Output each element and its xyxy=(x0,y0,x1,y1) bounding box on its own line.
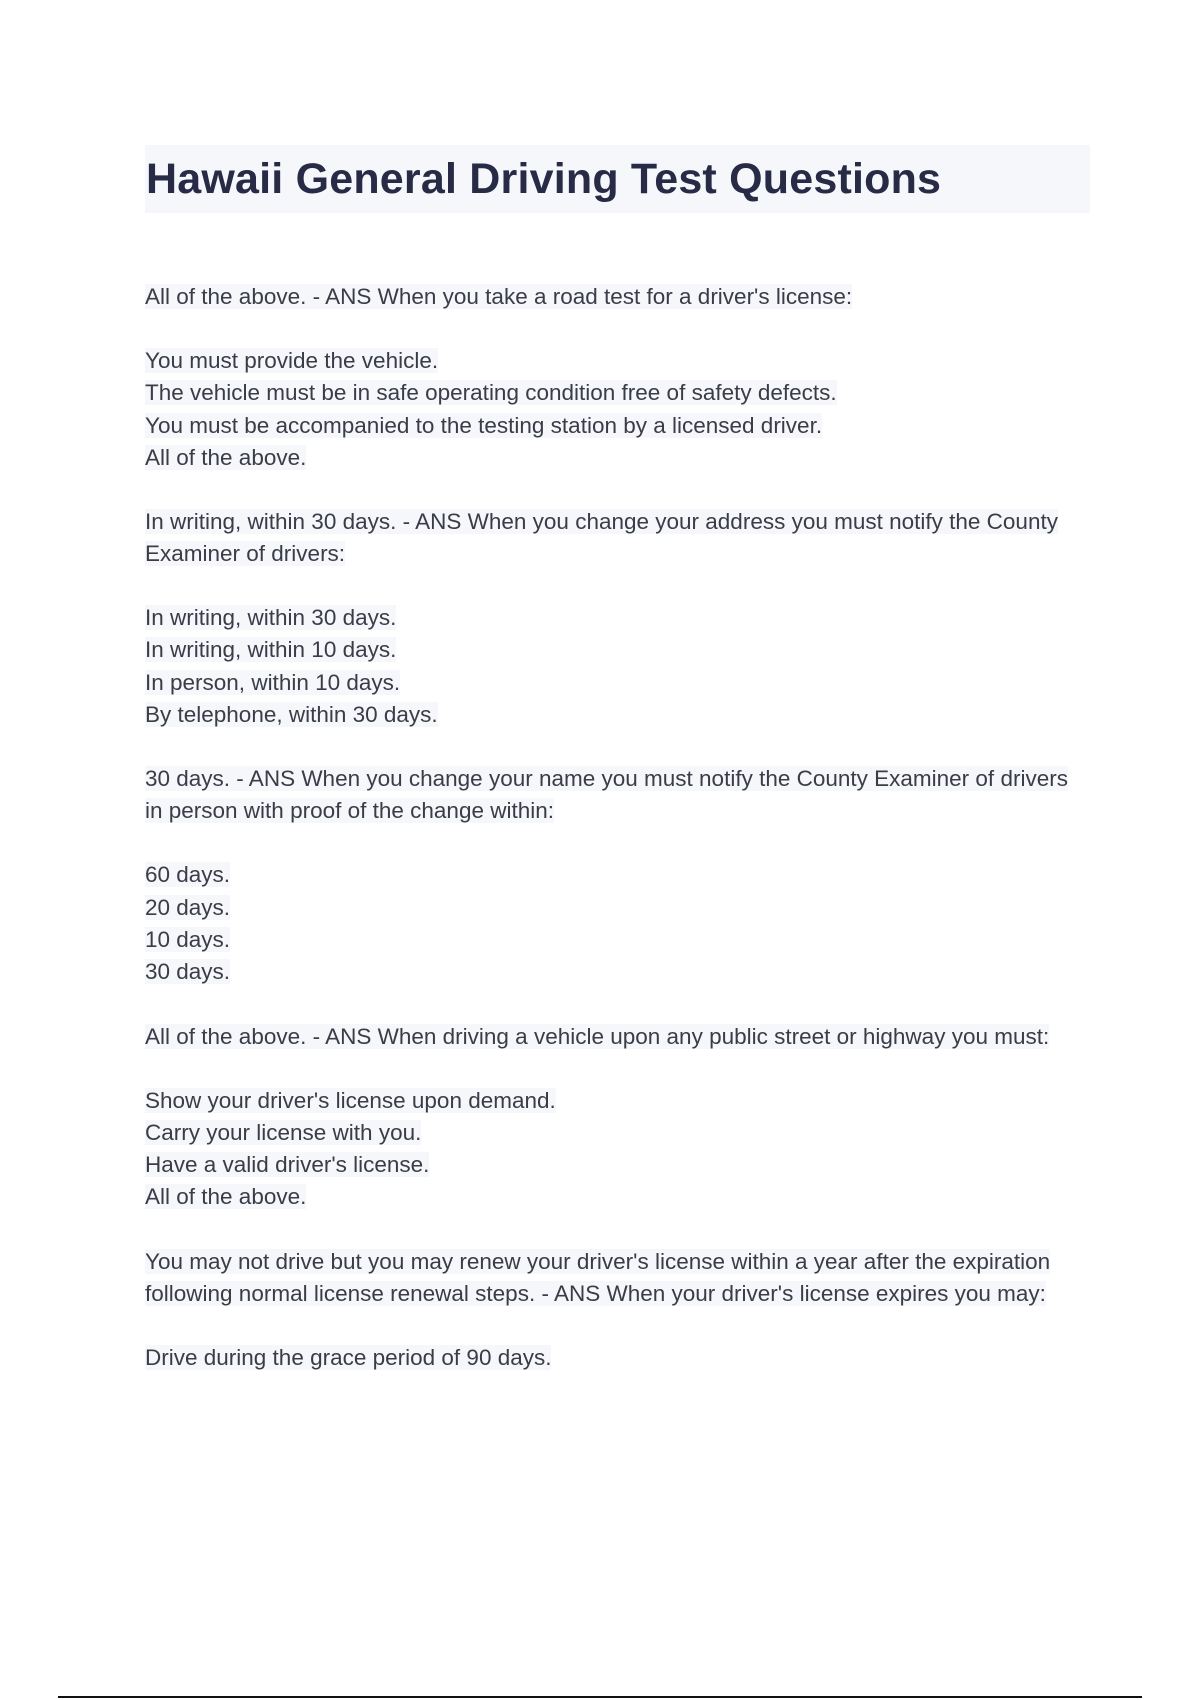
qa-option: Carry your license with you. xyxy=(145,1119,422,1145)
qa-prompt: All of the above. - ANS When you take a road test for a driver's license: xyxy=(145,284,853,309)
qa-options xyxy=(145,345,1090,474)
qa-option: You must be accompanied to the testing station by a licensed driver. xyxy=(145,412,823,438)
qa-prompt: 30 days. - ANS When you change your name you must notify the County Examiner of drivers in person with proof of the change within: xyxy=(145,766,1068,824)
qa-entry-4 xyxy=(145,1021,1090,1214)
qa-option: In person, within 10 days. xyxy=(145,669,401,695)
qa-option: 60 days. xyxy=(145,862,231,888)
qa-option: 10 days. xyxy=(145,926,231,952)
document-title: Hawaii General Driving Test Questions xyxy=(146,154,942,203)
qa-option: 20 days. xyxy=(145,894,231,920)
qa-option: Have a valid driver's license. xyxy=(145,1152,430,1178)
qa-option: The vehicle must be in safe operating condition free of safety defects. xyxy=(145,380,837,406)
qa-options xyxy=(145,1085,1090,1214)
qa-options xyxy=(145,602,1090,731)
qa-option: Drive during the grace period of 90 days. xyxy=(145,1344,552,1370)
qa-entry-3 xyxy=(145,763,1090,988)
qa-prompt: All of the above. - ANS When driving a vehicle upon any public street or highway you must: xyxy=(145,1023,1050,1049)
qa-option: 30 days. xyxy=(145,959,231,985)
title-band xyxy=(145,145,1090,213)
qa-entry-5 xyxy=(145,1246,1090,1374)
document-page xyxy=(145,145,1090,1406)
qa-option: In writing, within 10 days. xyxy=(145,637,397,663)
qa-entry-2 xyxy=(145,506,1090,731)
qa-option: You must provide the vehicle. xyxy=(145,348,439,373)
qa-options xyxy=(145,859,1090,988)
footer-rule xyxy=(58,1696,1142,1698)
qa-option: All of the above. xyxy=(145,444,307,470)
qa-entry-1 xyxy=(145,281,1090,474)
qa-prompt: You may not drive but you may renew your driver's license within a year after the expiration following normal license renewal steps. - ANS When your driver's license expires you may: xyxy=(145,1248,1051,1306)
qa-prompt: In writing, within 30 days. - ANS When you change your address you must notify the County Examiner of drivers: xyxy=(145,509,1058,567)
qa-option: All of the above. xyxy=(145,1184,307,1210)
qa-option: Show your driver's license upon demand. xyxy=(145,1087,556,1113)
qa-option: By telephone, within 30 days. xyxy=(145,702,438,728)
qa-options xyxy=(145,1342,1090,1374)
qa-option: In writing, within 30 days. xyxy=(145,605,397,631)
